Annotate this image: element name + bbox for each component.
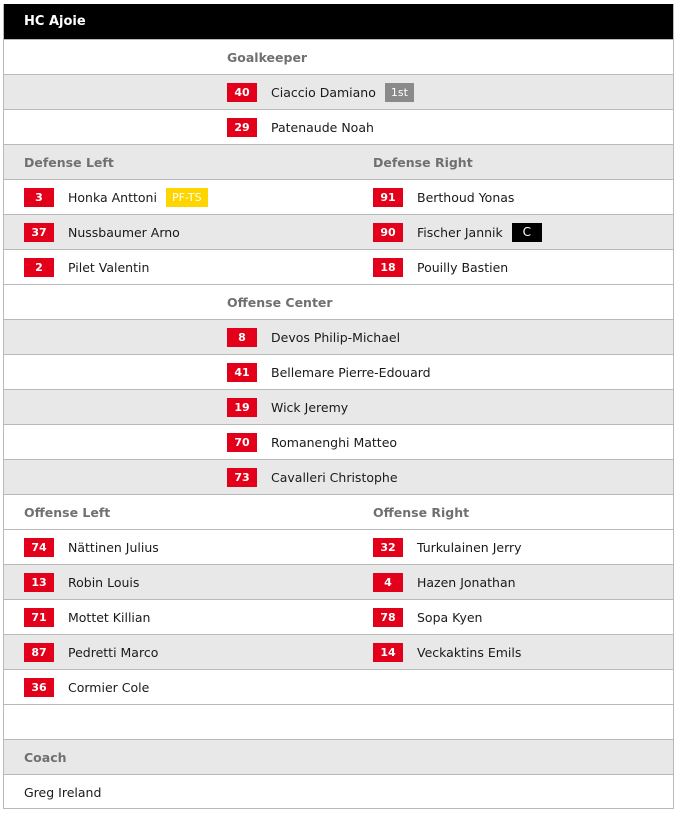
player-entry[interactable] xyxy=(24,180,208,214)
player-entry[interactable] xyxy=(24,600,150,634)
player-name[interactable]: Romanenghi Matteo xyxy=(271,434,398,450)
player-entry[interactable] xyxy=(373,180,514,214)
player-row xyxy=(4,214,673,249)
player-name[interactable]: Robin Louis xyxy=(68,574,140,590)
jersey-number: 78 xyxy=(373,608,403,627)
defense-right-heading: Defense Right xyxy=(373,154,473,170)
player-name[interactable]: Cavalleri Christophe xyxy=(271,469,398,485)
player-row xyxy=(4,249,673,284)
jersey-number: 74 xyxy=(24,538,54,557)
player-row xyxy=(4,459,673,494)
jersey-number: 4 xyxy=(373,573,403,592)
player-entry[interactable] xyxy=(24,215,180,249)
offense-center-heading: Offense Center xyxy=(227,294,333,310)
jersey-number: 8 xyxy=(227,328,257,347)
player-entry[interactable] xyxy=(373,565,516,599)
jersey-number: 37 xyxy=(24,223,54,242)
jersey-number: 73 xyxy=(227,468,257,487)
player-entry[interactable] xyxy=(227,355,431,389)
player-row xyxy=(4,319,673,354)
jersey-number: 2 xyxy=(24,258,54,277)
jersey-number: 40 xyxy=(227,83,257,102)
player-entry[interactable] xyxy=(24,670,149,704)
player-entry[interactable] xyxy=(227,110,374,144)
player-name[interactable]: Devos Philip-Michael xyxy=(271,329,401,345)
player-name[interactable]: Wick Jeremy xyxy=(271,399,349,415)
player-row xyxy=(4,109,673,144)
player-name[interactable]: Ciaccio Damiano xyxy=(271,84,376,100)
player-row xyxy=(4,389,673,424)
player-name[interactable]: Turkulainen Jerry xyxy=(417,539,522,555)
player-entry[interactable] xyxy=(373,635,521,669)
player-row xyxy=(4,354,673,389)
player-name[interactable]: Fischer Jannik xyxy=(417,224,503,240)
team-name: HC Ajoie xyxy=(4,4,673,39)
jersey-number: 13 xyxy=(24,573,54,592)
jersey-number: 32 xyxy=(373,538,403,557)
player-entry[interactable] xyxy=(24,635,158,669)
player-entry[interactable] xyxy=(373,215,542,249)
player-name[interactable]: Mottet Killian xyxy=(68,609,151,625)
player-entry[interactable] xyxy=(373,600,482,634)
player-entry[interactable] xyxy=(227,390,348,424)
player-name[interactable]: Honka Anttoni xyxy=(68,189,157,205)
player-row xyxy=(4,529,673,564)
jersey-number: 71 xyxy=(24,608,54,627)
offense-center-heading-row xyxy=(4,284,673,319)
player-name[interactable]: Bellemare Pierre-Edouard xyxy=(271,364,431,380)
jersey-number: 87 xyxy=(24,643,54,662)
player-row xyxy=(4,179,673,214)
player-row xyxy=(4,634,673,669)
jersey-number: 3 xyxy=(24,188,54,207)
player-name[interactable]: Veckaktins Emils xyxy=(417,644,522,660)
offense-right-heading: Offense Right xyxy=(373,504,470,520)
player-name[interactable]: Berthoud Yonas xyxy=(417,189,515,205)
player-entry[interactable] xyxy=(227,425,397,459)
defense-heading-row xyxy=(4,144,673,179)
empty-row xyxy=(4,704,673,739)
jersey-number: 18 xyxy=(373,258,403,277)
player-row xyxy=(4,74,673,109)
player-entry[interactable] xyxy=(24,250,149,284)
player-row xyxy=(4,599,673,634)
offense-wings-heading-row xyxy=(4,494,673,529)
player-name[interactable]: Cormier Cole xyxy=(68,679,150,695)
player-name[interactable]: Nättinen Julius xyxy=(68,539,159,555)
jersey-number: 36 xyxy=(24,678,54,697)
player-row xyxy=(4,564,673,599)
jersey-number: 90 xyxy=(373,223,403,242)
player-row xyxy=(4,669,673,704)
jersey-number: 91 xyxy=(373,188,403,207)
player-entry[interactable] xyxy=(227,75,414,109)
jersey-number: 70 xyxy=(227,433,257,452)
jersey-number: 14 xyxy=(373,643,403,662)
player-entry[interactable] xyxy=(24,530,159,564)
player-entry[interactable] xyxy=(373,250,508,284)
player-entry[interactable] xyxy=(227,320,400,354)
coach-heading-row xyxy=(4,739,673,774)
captain-badge: C xyxy=(512,223,542,242)
jersey-number: 19 xyxy=(227,398,257,417)
player-name[interactable]: Pouilly Bastien xyxy=(417,259,509,275)
goalkeeper-heading-row xyxy=(4,39,673,74)
pf-ts-badge: PF-TS xyxy=(166,188,208,207)
jersey-number: 41 xyxy=(227,363,257,382)
player-name[interactable]: Hazen Jonathan xyxy=(417,574,516,590)
player-entry[interactable] xyxy=(373,530,522,564)
player-entry[interactable] xyxy=(24,565,139,599)
player-name[interactable]: Nussbaumer Arno xyxy=(68,224,180,240)
player-name[interactable]: Sopa Kyen xyxy=(417,609,483,625)
player-name[interactable]: Patenaude Noah xyxy=(271,119,374,135)
lineup-table xyxy=(3,4,674,809)
defense-left-heading: Defense Left xyxy=(24,154,114,170)
coach-heading: Coach xyxy=(24,749,67,765)
player-entry[interactable] xyxy=(227,460,398,494)
player-row xyxy=(4,424,673,459)
player-name[interactable]: Pilet Valentin xyxy=(68,259,150,275)
goalkeeper-heading: Goalkeeper xyxy=(227,49,308,65)
coach-row xyxy=(4,774,673,809)
coach-name[interactable]: Greg Ireland xyxy=(24,784,102,800)
first-goalie-badge: 1st xyxy=(385,83,414,102)
jersey-number: 29 xyxy=(227,118,257,137)
player-name[interactable]: Pedretti Marco xyxy=(68,644,159,660)
offense-left-heading: Offense Left xyxy=(24,504,111,520)
